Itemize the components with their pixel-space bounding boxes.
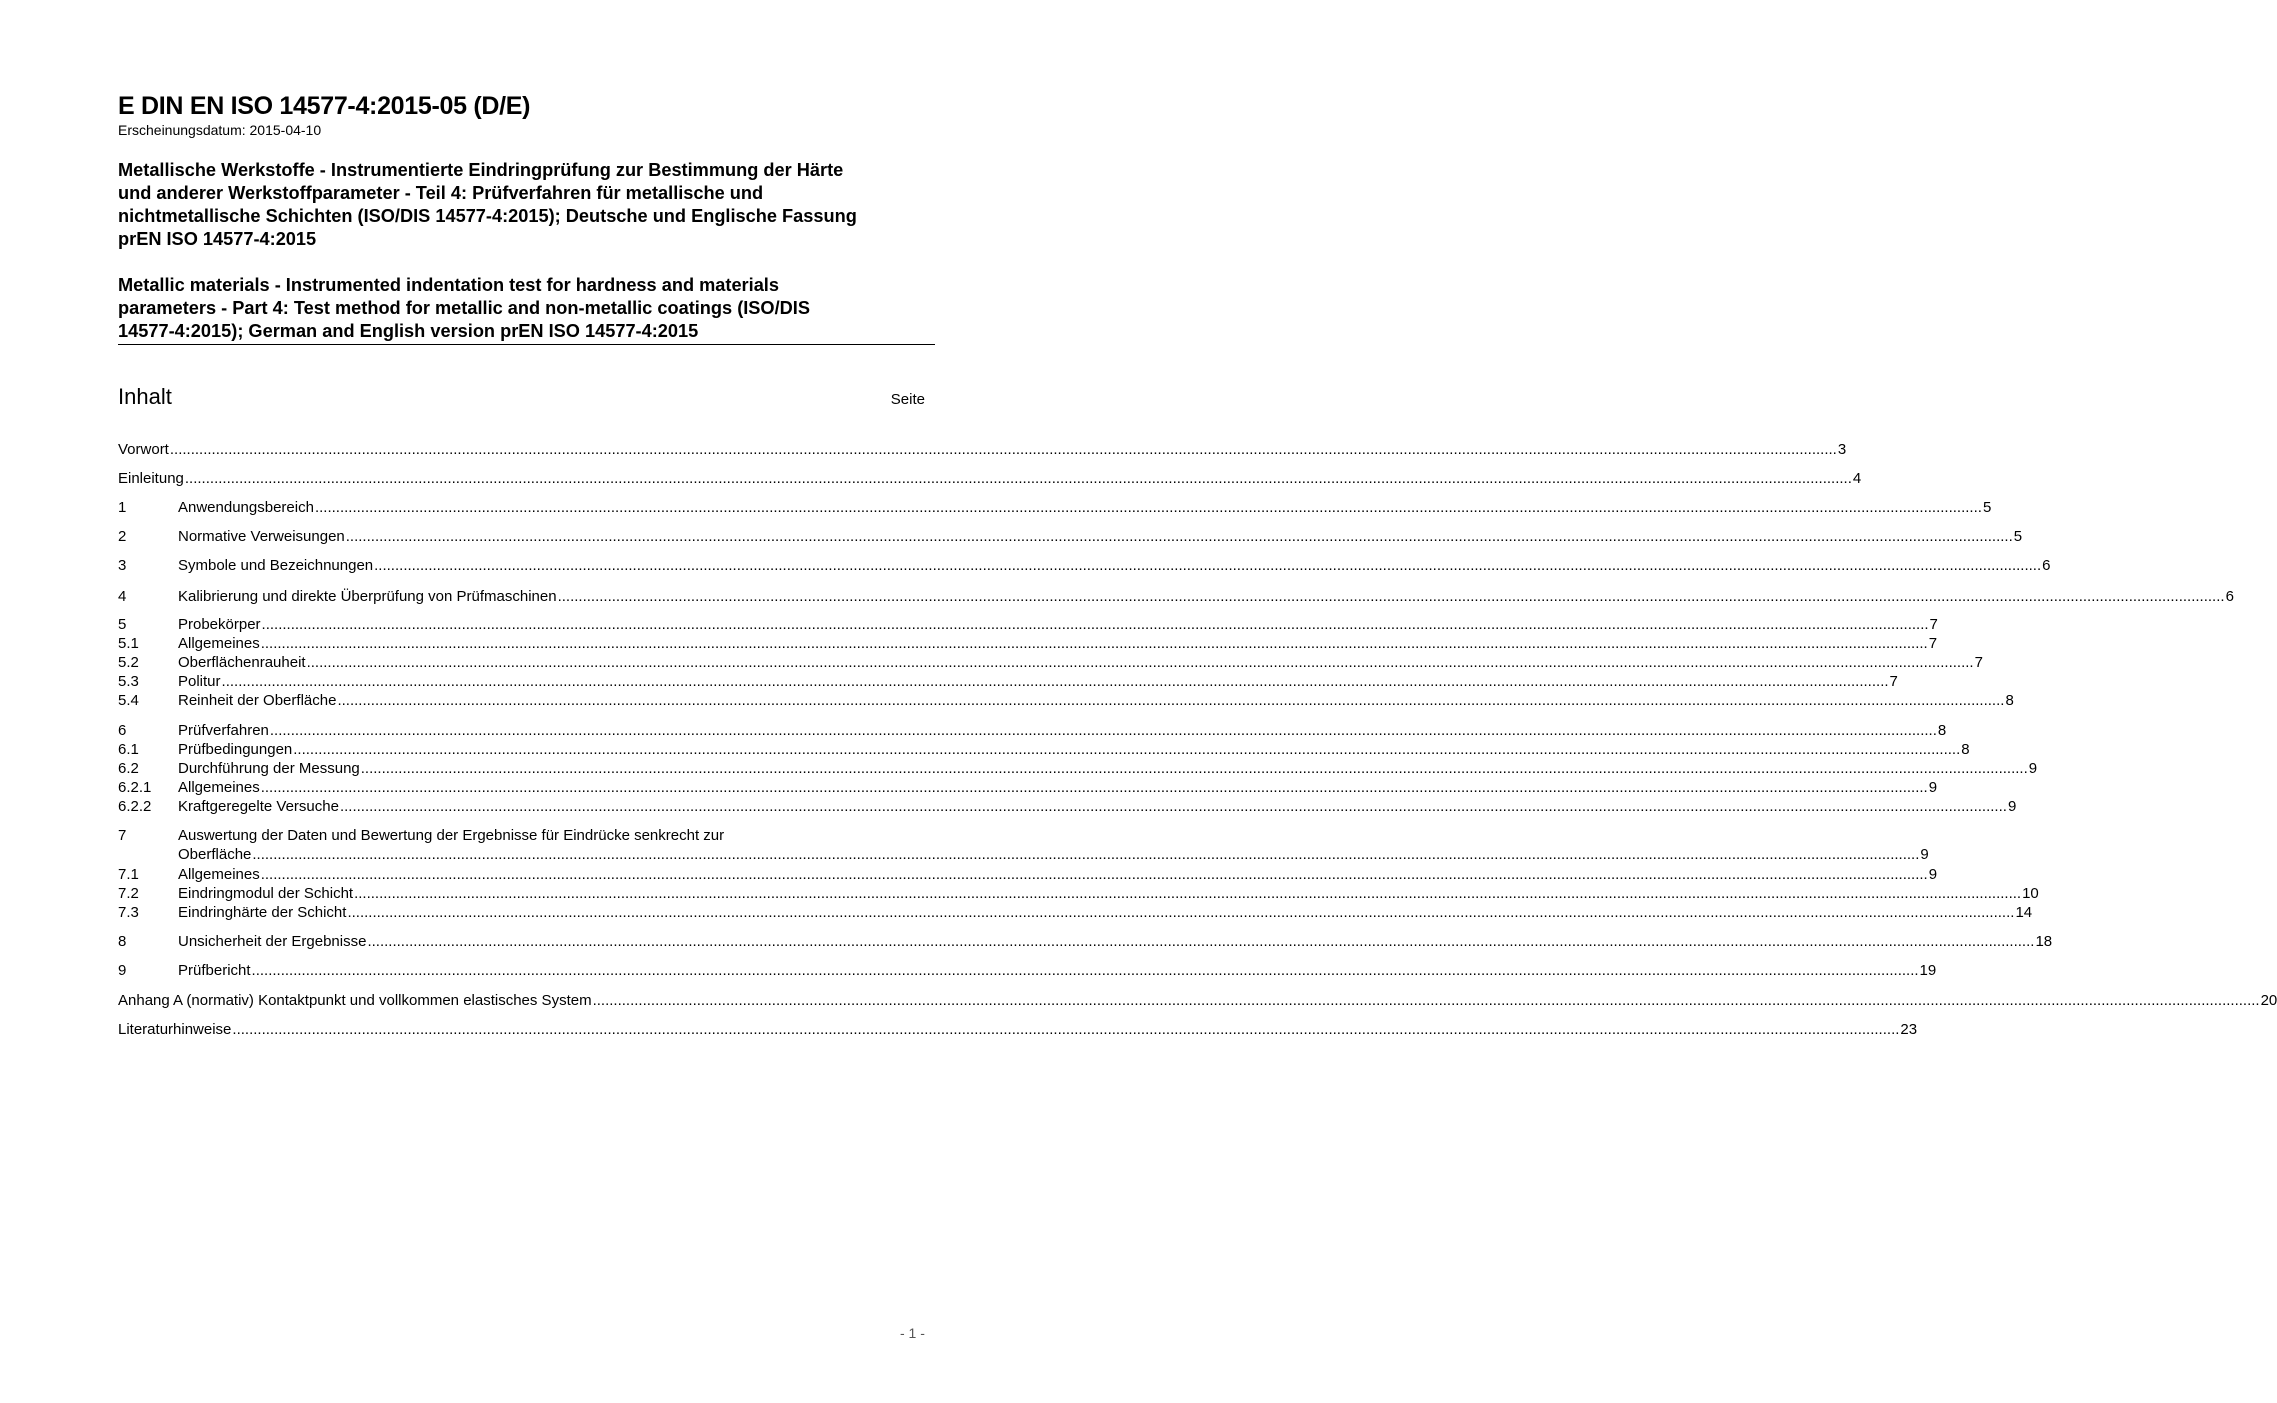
page-number: - 1 - bbox=[900, 1325, 925, 1341]
toc-leader-dots: ................................................................................................................................................................................................................................................................................................................................................................................................................ bbox=[592, 992, 2260, 1009]
title-divider bbox=[118, 344, 935, 345]
toc-entry-page: 9 bbox=[1920, 846, 1929, 863]
toc-entry-title: Einleitung bbox=[118, 470, 184, 487]
toc-leader-dots: ................................................................................................................................................................................................................................................................................................................................................................................................................ bbox=[260, 635, 1928, 652]
toc-leader-dots: ................................................................................................................................................................................................................................................................................................................................................................................................................ bbox=[345, 528, 2013, 545]
toc-entry-title: Allgemeines bbox=[178, 779, 260, 796]
toc-entry-title: Eindringhärte der Schicht bbox=[178, 904, 347, 921]
german-title-line: Metallische Werkstoffe - Instrumentierte Eindringprüfung zur Bestimmung der Härte bbox=[118, 160, 844, 180]
toc-entry-title: Prüfbericht bbox=[178, 962, 251, 979]
toc-entry[interactable] bbox=[118, 556, 2051, 575]
toc-entry[interactable] bbox=[118, 740, 1970, 759]
toc-entry-number: 4 bbox=[118, 588, 127, 605]
toc-entry-number: 6.2.2 bbox=[118, 798, 152, 815]
toc-entry-title: Politur bbox=[178, 673, 221, 690]
toc-entry[interactable] bbox=[118, 653, 1983, 672]
toc-entry[interactable] bbox=[118, 721, 1947, 740]
toc-leader-dots: ................................................................................................................................................................................................................................................................................................................................................................................................................ bbox=[169, 441, 1837, 458]
toc-entry[interactable] bbox=[118, 797, 2017, 816]
toc-leader-dots: ................................................................................................................................................................................................................................................................................................................................................................................................................ bbox=[557, 588, 2225, 605]
toc-leader-dots: ................................................................................................................................................................................................................................................................................................................................................................................................................ bbox=[347, 904, 2015, 921]
toc-entry-title: Allgemeines bbox=[178, 635, 260, 652]
english-title-line: Metallic materials - Instrumented indentation test for hardness and materials bbox=[118, 275, 779, 295]
toc-leader-dots: ................................................................................................................................................................................................................................................................................................................................................................................................................ bbox=[367, 933, 2035, 950]
toc-entry-number: 6.1 bbox=[118, 741, 139, 758]
toc-entry-number: 7.2 bbox=[118, 885, 139, 902]
german-title-line: prEN ISO 14577-4:2015 bbox=[118, 229, 317, 249]
toc-entry-page: 9 bbox=[1928, 779, 1938, 796]
toc-entry-title: Anwendungsbereich bbox=[178, 499, 314, 516]
toc-entry[interactable] bbox=[118, 587, 2234, 606]
toc-entry[interactable] bbox=[118, 615, 1938, 634]
toc-entry[interactable] bbox=[118, 634, 1938, 653]
toc-entry[interactable] bbox=[118, 932, 2053, 951]
toc-entry-page: 4 bbox=[1852, 470, 1862, 487]
toc-leader-dots: ................................................................................................................................................................................................................................................................................................................................................................................................................ bbox=[251, 962, 1919, 979]
toc-entry-page: 23 bbox=[1900, 1021, 1918, 1038]
document-title: E DIN EN ISO 14577-4:2015-05 (D/E) bbox=[118, 92, 531, 120]
english-title-line: parameters - Part 4: Test method for metallic and non-metallic coatings (ISO/DIS bbox=[118, 298, 810, 318]
toc-leader-dots: ................................................................................................................................................................................................................................................................................................................................................................................................................ bbox=[184, 470, 1852, 487]
toc-entry-page: 6 bbox=[2042, 557, 2051, 574]
toc-entry-title: Durchführung der Messung bbox=[178, 760, 360, 777]
toc-leader-dots: ................................................................................................................................................................................................................................................................................................................................................................................................................ bbox=[261, 616, 1929, 633]
toc-entry[interactable] bbox=[118, 991, 2277, 1010]
german-title bbox=[118, 159, 936, 251]
toc-leader-dots: ................................................................................................................................................................................................................................................................................................................................................................................................................ bbox=[221, 673, 1889, 690]
toc-entry-page: 14 bbox=[2015, 904, 2033, 921]
toc-leader-dots: ................................................................................................................................................................................................................................................................................................................................................................................................................ bbox=[260, 866, 1928, 883]
toc-leader-dots: ................................................................................................................................................................................................................................................................................................................................................................................................................ bbox=[260, 779, 1928, 796]
publication-date: Erscheinungsdatum: 2015-04-10 bbox=[118, 122, 322, 138]
toc-entry-title: Literaturhinweise bbox=[118, 1021, 232, 1038]
toc-leader-dots: ................................................................................................................................................................................................................................................................................................................................................................................................................ bbox=[232, 1021, 1900, 1038]
toc-entry-title: Kalibrierung und direkte Überprüfung von Prüfmaschinen bbox=[178, 588, 557, 605]
english-title bbox=[118, 274, 936, 343]
toc-entry-title: Oberflächenrauheit bbox=[178, 654, 306, 671]
toc-leader-dots: ................................................................................................................................................................................................................................................................................................................................................................................................................ bbox=[337, 692, 2005, 709]
toc-entry-title: Prüfverfahren bbox=[178, 722, 269, 739]
toc-entry-title: Normative Verweisungen bbox=[178, 528, 345, 545]
toc-entry-page: 3 bbox=[1837, 441, 1847, 458]
toc-leader-dots: ................................................................................................................................................................................................................................................................................................................................................................................................................ bbox=[293, 741, 1961, 758]
german-title-line: nichtmetallische Schichten (ISO/DIS 14577-4:2015); Deutsche und Englische Fassung bbox=[118, 206, 857, 226]
toc-entry[interactable] bbox=[118, 759, 2038, 778]
toc-leader-dots: ................................................................................................................................................................................................................................................................................................................................................................................................................ bbox=[252, 846, 1920, 863]
toc-entry[interactable] bbox=[118, 691, 2014, 710]
toc-entry-page: 8 bbox=[1961, 741, 1970, 758]
toc-entry[interactable] bbox=[118, 845, 1929, 864]
toc-entry-page: 9 bbox=[1928, 866, 1938, 883]
toc-leader-dots: ................................................................................................................................................................................................................................................................................................................................................................................................................ bbox=[339, 798, 2007, 815]
toc-entry-title: Symbole und Bezeichnungen bbox=[178, 557, 374, 574]
toc-entry-title: Auswertung der Daten und Bewertung der Ergebnisse für Eindrücke senkrecht zur bbox=[178, 827, 725, 844]
toc-entry[interactable] bbox=[118, 1020, 1918, 1039]
toc-entry[interactable] bbox=[118, 903, 2033, 922]
toc-entry-number: 5.2 bbox=[118, 654, 139, 671]
toc-leader-dots: ................................................................................................................................................................................................................................................................................................................................................................................................................ bbox=[354, 885, 2022, 902]
toc-entry-page: 7 bbox=[1974, 654, 1983, 671]
toc-leader-dots: ................................................................................................................................................................................................................................................................................................................................................................................................................ bbox=[314, 499, 1982, 516]
toc-entry[interactable] bbox=[118, 469, 1862, 488]
toc-entry-number: 6.2 bbox=[118, 760, 139, 777]
toc-entry-number: 5.3 bbox=[118, 673, 139, 690]
toc-entry-number: 7.3 bbox=[118, 904, 139, 921]
toc-leader-dots: ................................................................................................................................................................................................................................................................................................................................................................................................................ bbox=[374, 557, 2042, 574]
toc-entry-title: Allgemeines bbox=[178, 866, 260, 883]
toc-heading: Inhalt bbox=[118, 384, 172, 409]
toc-entry[interactable] bbox=[118, 961, 1937, 980]
toc-leader-dots: ................................................................................................................................................................................................................................................................................................................................................................................................................ bbox=[360, 760, 2028, 777]
toc-entry-page: 9 bbox=[2007, 798, 2017, 815]
toc-entry-page: 18 bbox=[2035, 933, 2053, 950]
toc-entry-number: 6.2.1 bbox=[118, 779, 152, 796]
toc-entry-page: 7 bbox=[1928, 635, 1938, 652]
english-title-line: 14577-4:2015); German and English version prEN ISO 14577-4:2015 bbox=[118, 321, 699, 341]
toc-entry-title: Unsicherheit der Ergebnisse bbox=[178, 933, 367, 950]
toc-entry-page: 5 bbox=[1982, 499, 1992, 516]
toc-entry[interactable] bbox=[118, 527, 2023, 546]
toc-entry-title: Kraftgeregelte Versuche bbox=[178, 798, 339, 815]
toc-entry-number: 5.1 bbox=[118, 635, 139, 652]
toc-entry-title: Vorwort bbox=[118, 441, 169, 458]
toc-entry-page: 8 bbox=[1937, 722, 1947, 739]
toc-entry-number: 7.1 bbox=[118, 866, 139, 883]
toc-entry-title: Probekörper bbox=[178, 616, 261, 633]
toc-entry-number: 5.4 bbox=[118, 692, 139, 709]
toc-entry[interactable] bbox=[118, 672, 1898, 691]
toc-entry-page: 9 bbox=[2028, 760, 2038, 777]
toc-entry-title: Prüfbedingungen bbox=[178, 741, 293, 758]
toc-page-label: Seite bbox=[890, 391, 925, 408]
toc-entry[interactable] bbox=[118, 498, 1992, 517]
german-title-line: und anderer Werkstoffparameter - Teil 4: Prüfverfahren für metallische und bbox=[118, 183, 764, 203]
toc-entry-title-continued: Oberfläche bbox=[178, 846, 252, 863]
toc-entry-title: Reinheit der Oberfläche bbox=[178, 692, 337, 709]
toc-entry-number: 6 bbox=[118, 722, 127, 739]
toc-entry-number: 8 bbox=[118, 933, 127, 950]
toc-entry-number: 2 bbox=[118, 528, 127, 545]
toc-entry[interactable] bbox=[118, 440, 1847, 459]
toc-entry-title: Eindringmodul der Schicht bbox=[178, 885, 354, 902]
toc-entry-page: 7 bbox=[1889, 673, 1898, 690]
toc-entry[interactable] bbox=[118, 865, 1938, 884]
toc-entry-page: 8 bbox=[2005, 692, 2014, 709]
toc-entry[interactable] bbox=[118, 884, 2039, 903]
toc-leader-dots: ................................................................................................................................................................................................................................................................................................................................................................................................................ bbox=[306, 654, 1974, 671]
toc-entry-page: 6 bbox=[2225, 588, 2234, 605]
toc-entry-number: 7 bbox=[118, 827, 127, 844]
toc-entry-number: 9 bbox=[118, 962, 127, 979]
toc-entry-number: 3 bbox=[118, 557, 127, 574]
toc-entry[interactable] bbox=[118, 778, 1938, 797]
toc-entry-title: Anhang A (normativ) Kontaktpunkt und vollkommen elastisches System bbox=[118, 992, 592, 1009]
toc-entry[interactable] bbox=[118, 826, 932, 845]
toc-entry-number: 1 bbox=[118, 499, 127, 516]
toc-entry-page: 5 bbox=[2013, 528, 2023, 545]
toc-entry-page: 20 bbox=[2260, 992, 2277, 1009]
toc-entry-page: 10 bbox=[2022, 885, 2039, 902]
toc-entry-page: 7 bbox=[1929, 616, 1938, 633]
toc-leader-dots: ................................................................................................................................................................................................................................................................................................................................................................................................................ bbox=[269, 722, 1937, 739]
toc-entry-number: 5 bbox=[118, 616, 127, 633]
toc-entry-page: 19 bbox=[1919, 962, 1937, 979]
